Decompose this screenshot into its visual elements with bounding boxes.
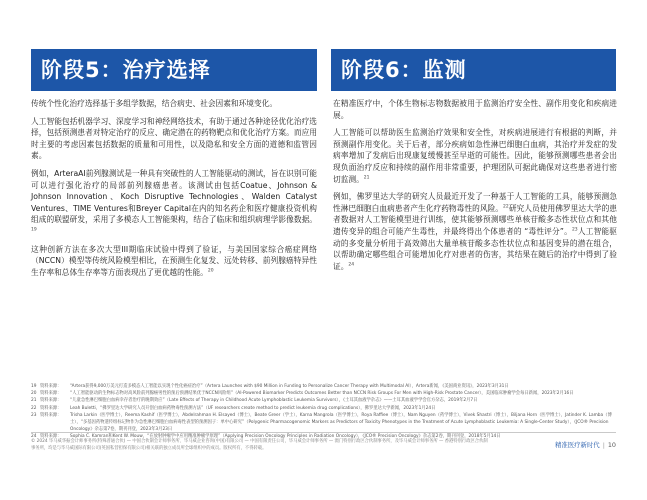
page-footer [555,440,616,449]
reference-item [31,405,616,412]
footnote-marker: 19 [31,227,37,233]
paragraph-text: 例如，佛罗里达大学的研究人员最近开发了一种基于人工智能的工具，能够预测急性淋巴细胞白血病患者产生化疗药物毒性的风险。 [333,192,617,213]
paragraph-text: 传统个性化治疗选择基于多组学数据，结合病史、社会因素和环境变化。 [31,99,278,108]
footer-divider [31,432,616,433]
reference-number: 22 [31,405,37,411]
reference-label: 资料来源： [40,412,62,418]
left-column [31,98,317,284]
footnote-marker: 24 [348,262,355,268]
reference-label: 资料来源： [40,391,62,397]
footer-separator: | [602,441,605,449]
page-number: 10 [607,441,616,449]
paragraph [31,244,317,279]
footnote-marker: 20 [207,268,214,274]
reference-text: Sophia C. Kamran和Kent W. Mouw，“在放射肿瘤学中应用精准肿瘤学原理”（Applying Precision Oncology Principles in Radiation Oncology），《JCO® Precision Oncology》杂志第2卷，期刊刊登，2018年5月14日 [70,434,501,440]
reference-label: 资料来源： [40,384,62,389]
paragraph [31,116,317,162]
right-column [333,98,617,278]
paragraph [333,98,617,121]
paragraph-text: 人工智能包括机器学习、深度学习和神经网络技术，有助于通过各种途径优化治疗选择，包括预测患者对特定治疗的反应、确定潜在的药物靶点和优化治疗方案。而应用时主要的考虑因素包括数据的质量和可用性，以及隐私和安全方面的道德和监管因素。 [31,116,317,161]
reference-label: 资料来源： [40,405,62,411]
copyright-notice: © 2024 毕马威华振会计师事务所(特殊普通合伙) — 中国合伙制会计师事务所、毕马威企业咨询(中国)有限公司 — 中国有限责任公司，毕马威会计师事务所 — 澳门特别行政区合伙制事务所，及毕马威会计师事务所 — 香港特别行政区合伙制事务所，均是与毕马威国际有限公司(英国私营担保有限公司)相关联的独立成员所全球组织中的成员。版权所有，不得转载。 [31,439,488,451]
reference-item [31,383,616,390]
paragraph [31,168,317,238]
reference-number: 24 [31,434,37,440]
paragraph [333,191,617,272]
reference-text: “Artera获得9,000万美元打造多模态人工智能以实现个性化癌症治疗”（Artera Launches with $90 Million in Funding to Personalize Cancer Therapy with Multimodal AI），Artera新闻，《美国商业资讯》，2023年3月31日 [70,384,509,389]
section-title: 精准医疗新时代 [554,441,600,449]
paragraph-text: 研究人员使用佛罗里达大学的患者数据对人工智能模型进行训练，使其能够预测哪些单核苷酸多态性状位点和其他遗传变异的组合可能产生毒性，并最终得出个体患者的 “毒性评分”。 [333,203,617,236]
footnote-marker: 23 [571,227,578,233]
reference-item [31,397,616,404]
stage-6-title: 阶段6：监测 [331,49,616,91]
reference-item [31,412,616,434]
footnote-marker: 21 [363,175,370,180]
paragraph-text: 人工智能可以帮助医生监测治疗效果和安全性，对疾病进展进行有根据的判断，并预测副作用变化。关于后者，部分疾病如急性淋巴细胞白血病，其治疗并发症的发病率增加了发病后出现康复缓慢甚至早逝的可能性。因此，能够预测哪些患者会出现负面治疗反应和持续的副作用非常重要，护理团队可据此确保对这些患者进行密切监测。 [333,128,617,184]
paragraph [31,98,317,110]
reference-label: 资料来源： [40,398,62,404]
paragraph-text: 这种创新方法在多次大型III期临床试验中得到了验证，与美国国家综合癌症网络（NCCN）模型等传统风险模型相比，在预测生化复发、远处转移、前列腺癌特异性生存率和总体生存率等方面表现出了更优越的性能。 [31,244,317,277]
reference-number: 20 [31,391,37,397]
reference-text: “人工智能驱动的生物标志物对高风险前列腺癌男性的预后预测结果优于NCCN风险组”（AI-Powered Biomarker Predicts Outcomes Better than NCCN Risk Groups For Men with High-Risk Prostate Cancer），美国临床肿瘤学会每日新闻，2023年2月16日 [70,391,574,397]
paragraph [333,127,617,185]
reference-number: 23 [31,412,37,418]
reference-text: Leah Buletti，“佛罗里达大学研究人员开创白血病药物毒性预测方法”（UF researchers create method to predict leukemia drug complications），佛罗里达大学新闻，2023年1月24日 [70,405,436,411]
paragraph-text: 在精准医疗中，个体生物标志物数据被用于监测治疗安全性、副作用变化和疾病进展。 [333,99,617,120]
reference-text: Trisha Larkin（医学博士），Reema Kashif（医学博士），Abdelrahman H. Elsayed（博士），Beate Greer（学士），Karna Mangrola（医学博士），Roya Raffiee（博士），Nam Nguyen（药学博士），Vivek Shastri（博士），Biljana Horn（医学博士），Jatinder K. Lamba（博士），“多基因药物遗传组标记物作为急性淋巴细胞白血病毒性表型的预测因子：单中心研究”（Polygenic Pharmacogenomic Markers as Predictors of Toxicity Phenotypes in the Treatment of Acute Lymphoblastic Leukemia: A Single-Center Study），《JCO® Precision Oncology》杂志第7卷，期刊刊登，2023年3月23日 [70,412,612,433]
stage-5-title: 阶段5：治疗选择 [31,49,317,91]
reference-number: 19 [31,384,37,389]
reference-label: 资料来源： [40,434,62,440]
reference-number: 21 [31,398,37,404]
footnote-marker: 22 [503,204,509,210]
paragraph-text: 人工智能驱动的多变量分析用于高效筛出大量单核苷酸多态性状位点和基因变异的潜在组合，以帮助确定哪些组合可能增加化疗对患者的伤害，其结果在随后的治疗中得到了验证。 [333,226,617,271]
paragraph-text: 例如，ArteraAI前列腺测试是一种具有突破性的人工智能驱动的测试，旨在识别可能可以进行强化治疗的局部前列腺癌患者。该测试由包括Coatue、Johnson & Johnson Innovation、Koch Disruptive Technologies、Walden Catalyst Ventures、TIME Ventures和Breyer Capital在内的知名药企和医疗健康投资机构组成的联盟研发，采用了多模态人工智能架构，结合了临床和组织病理学影像数据。 [31,168,317,225]
reference-text: “儿童急性淋巴细胞白血病幸存者治疗的晚期效应”（Late Effects of Therapy in Childhood Acute Lymphoblastic Leukemia Survivors），《土耳其血液学杂志》——土耳其血液学学会官方杂志，2019年2月7日 [70,398,478,404]
reference-item [31,390,616,397]
